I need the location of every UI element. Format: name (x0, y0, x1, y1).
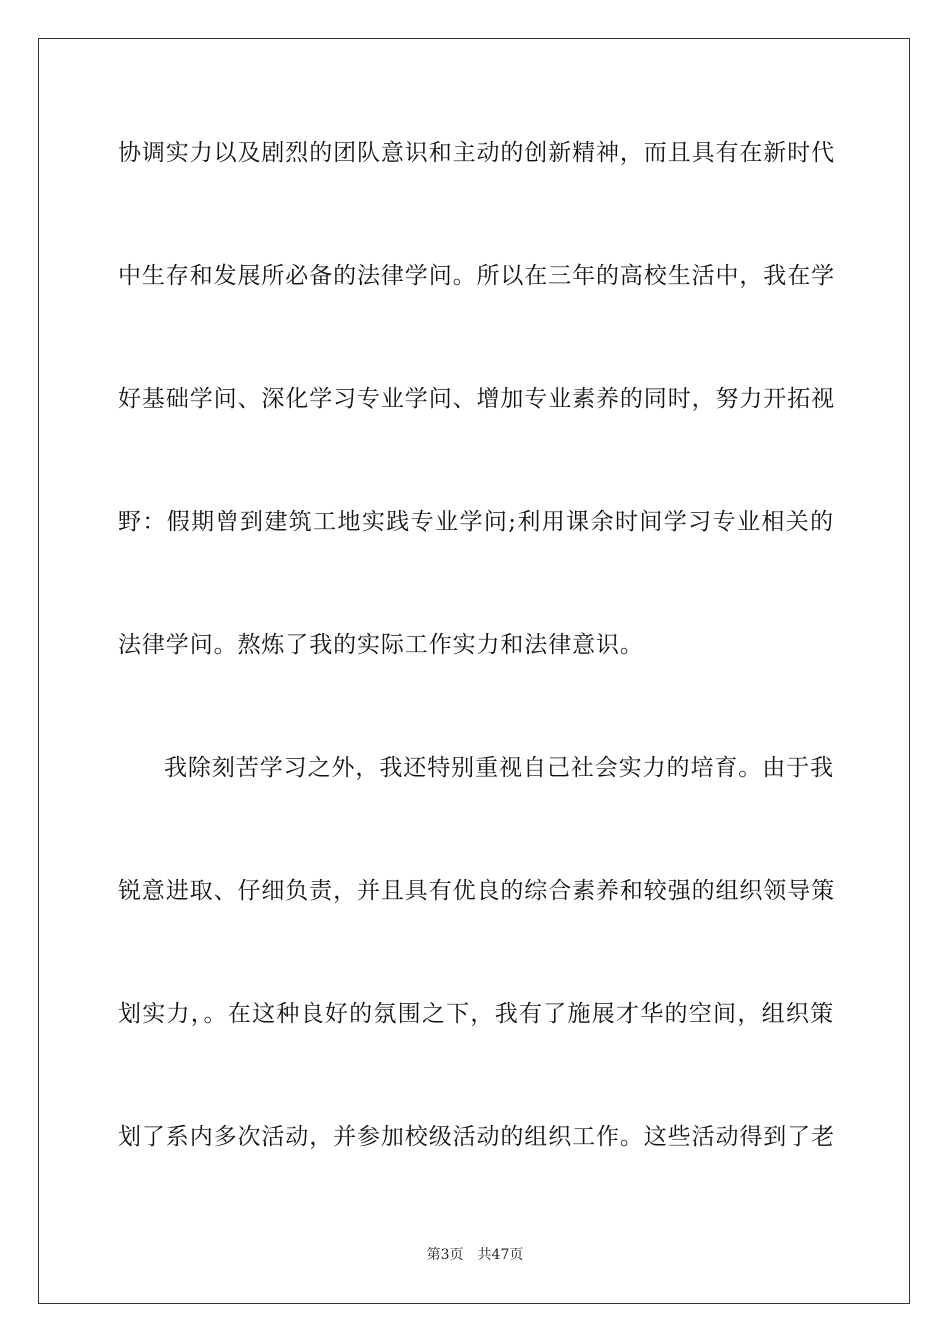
body-line-1: 协调实力以及剧烈的团队意识和主动的创新精神，而且具有在新时代 (118, 140, 835, 166)
body-line-5: 法律学问。熬炼了我的实际工作实力和法律意识。 (118, 632, 644, 658)
page-number: 第3页 (426, 1247, 464, 1263)
body-line-8: 划实力，。在这种良好的氛围之下，我有了施展才华的空间，组织策 (118, 1001, 834, 1027)
body-line-2: 中生存和发展所必备的法律学问。所以在三年的高校生活中，我在学 (118, 263, 835, 289)
page-footer (0, 1246, 950, 1264)
total-pages: 共47页 (477, 1247, 524, 1263)
body-line-7: 锐意进取、仔细负责，并且具有优良的综合素养和较强的组织领导策 (118, 878, 835, 904)
body-line-4: 野：假期曾到建筑工地实践专业学问;利用课余时间学习专业相关的 (118, 509, 834, 535)
page-border (38, 38, 910, 1304)
body-line-3: 好基础学问、深化学习专业学问、增加专业素养的同时，努力开拓视 (118, 386, 835, 412)
body-line-6: 我除刻苦学习之外，我还特别重视自己社会实力的培育。由于我 (164, 755, 834, 781)
body-line-9: 划了系内多次活动，并参加校级活动的组织工作。这些活动得到了老 (118, 1124, 835, 1150)
